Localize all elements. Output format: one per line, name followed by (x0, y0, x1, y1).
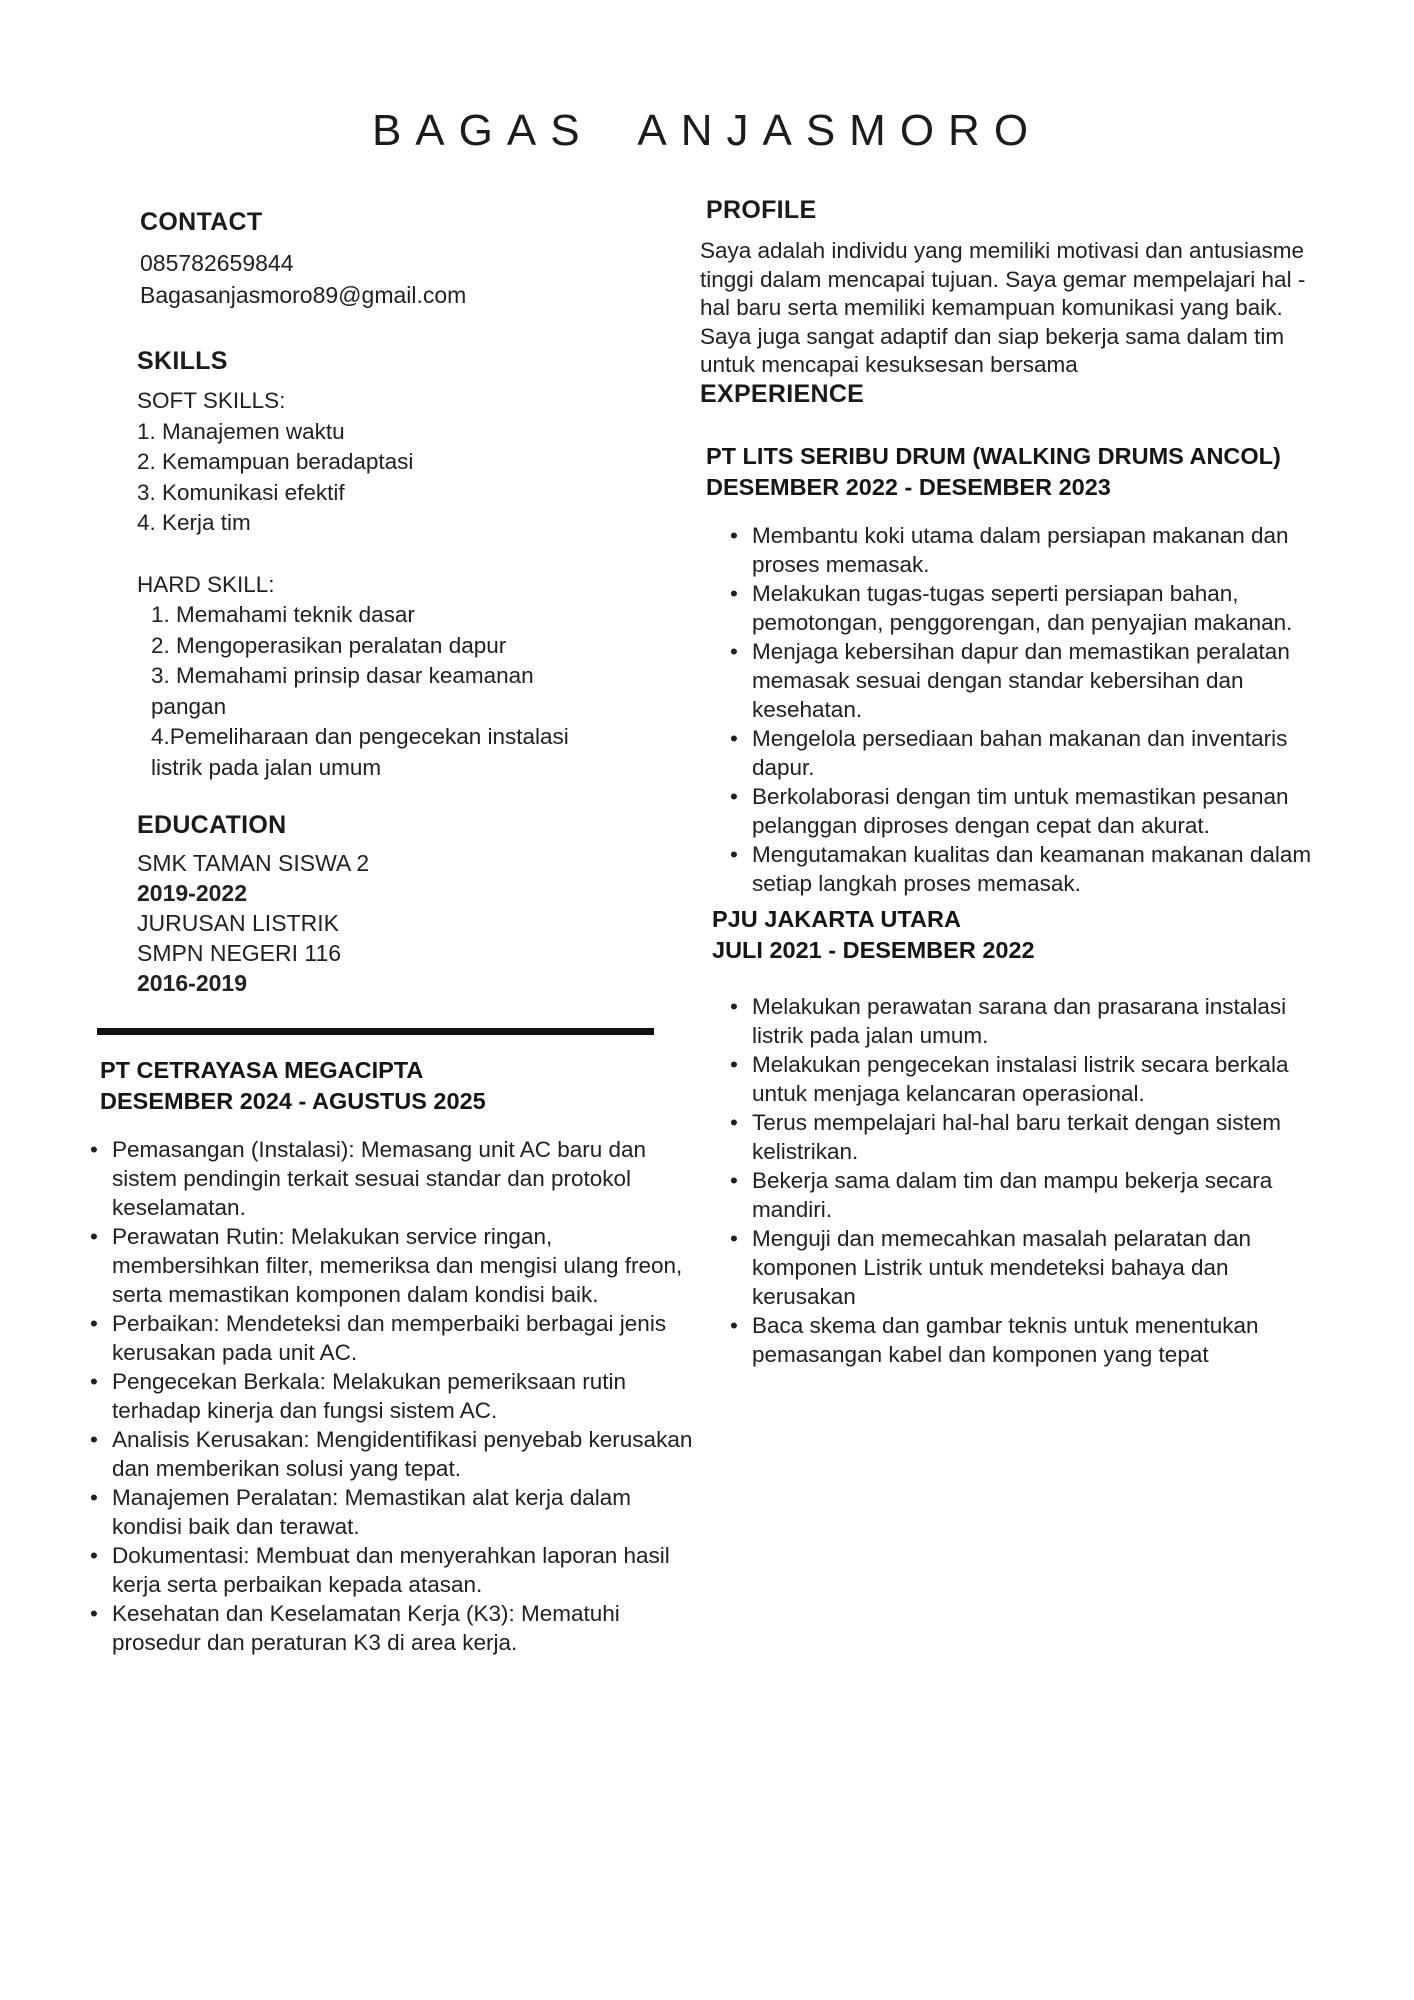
soft-skills-list (137, 417, 698, 539)
job-bullet-item (730, 579, 1356, 637)
page-title: BAGAS ANJASMORO (371, 106, 1043, 155)
profile-heading: PROFILE (706, 196, 817, 224)
soft-skills-group (137, 386, 698, 539)
job-bullet-item (730, 782, 1356, 840)
job-header-cetrayasa (100, 1055, 698, 1117)
job-bullet-item (90, 1483, 698, 1541)
soft-skill-item: 3. Komunikasi efektif (137, 479, 345, 505)
hard-skill-item: 1. Memahami teknik dasar (151, 602, 415, 627)
job-bullet-item (90, 1367, 698, 1425)
skills-heading: SKILLS (137, 347, 228, 375)
bullet-icon: • (730, 638, 738, 664)
bullet-icon: • (730, 993, 738, 1019)
job-period: JULI 2021 - DESEMBER 2022 (712, 936, 1035, 963)
job-bullet-text: Dokumentasi: Membuat dan menyerahkan laporan hasil kerja serta perbaikan kepada atasan. (112, 1543, 670, 1597)
job-bullet-text: Perawatan Rutin: Melakukan service ringan, membersihkan filter, memeriksa dan mengisi ulang freon, serta memastikan komponen dalam kondisi baik. (112, 1224, 683, 1307)
job-bullet-text: Analisis Kerusakan: Mengidentifikasi penyebab kerusakan dan memberikan solusi yang tepat. (112, 1427, 693, 1481)
job-bullet-item (730, 521, 1356, 579)
job-bullet-item (730, 1050, 1356, 1108)
section-divider-line (97, 1028, 654, 1035)
bullet-icon: • (730, 1312, 738, 1338)
bullet-icon: • (90, 1543, 98, 1568)
bullet-icon: • (730, 580, 738, 606)
education-years: 2016-2019 (137, 970, 247, 996)
job-bullet-item (730, 724, 1356, 782)
education-section (137, 811, 698, 998)
job-bullet-item (730, 1166, 1356, 1224)
education-years: 2019-2022 (137, 880, 247, 906)
education-school: SMPN NEGERI 116 (137, 940, 342, 966)
skills-section (137, 347, 698, 783)
job-bullet-text: Menjaga kebersihan dapur dan memastikan peralatan memasak sesuai dengan standar kebersihan dan kesehatan. (752, 638, 1290, 722)
education-heading: EDUCATION (137, 811, 287, 839)
bullet-icon: • (730, 522, 738, 548)
company-name: PT CETRAYASA MEGACIPTA (100, 1057, 424, 1083)
hard-skill-item: 2. Mengoperasikan peralatan dapur (151, 632, 507, 658)
job-bullet-text: Pemasangan (Instalasi): Memasang unit AC baru dan sistem pendingin terkait sesuai standar dan protokol keselamatan. (112, 1137, 647, 1220)
job-period: DESEMBER 2022 - DESEMBER 2023 (706, 473, 1111, 500)
soft-skills-label: SOFT SKILLS: (137, 388, 286, 413)
job-bullet-item (90, 1425, 698, 1483)
experience-heading: EXPERIENCE (700, 379, 865, 408)
profile-text: Saya adalah individu yang memiliki motivasi dan antusiasme tinggi dalam mencapai tujuan. Saya gemar mempelajari hal - hal baru serta memiliki kemampuan komunikasi yang baik. Saya juga sangat adaptif dan siap bekerja sama dalam tim untuk mencapai kesuksesan bersama (700, 238, 1306, 377)
job-bullet-text: Bekerja sama dalam tim dan mampu bekerja secara mandiri. (752, 1167, 1273, 1222)
job-bullet-text: Melakukan pengecekan instalasi listrik secara berkala untuk menjaga kelancaran operasional. (752, 1051, 1289, 1106)
job-bullet-text: Kesehatan dan Keselamatan Kerja (K3): Mematuhi prosedur dan peraturan K3 di area kerja. (112, 1601, 620, 1655)
job-bullet-text: Mengelola persediaan bahan makanan dan inventaris dapur. (752, 725, 1288, 780)
soft-skill-item: 4. Kerja tim (137, 510, 251, 535)
job-bullet-text: Berkolaborasi dengan tim untuk memastikan pesanan pelanggan diproses dengan cepat dan akurat. (752, 783, 1289, 838)
job-bullet-text: Pengecekan Berkala: Melakukan pemeriksaan rutin terhadap kinerja dan fungsi sistem AC. (112, 1369, 627, 1423)
education-lines (137, 848, 698, 998)
job-bullet-item (730, 1224, 1356, 1311)
contact-lines (140, 247, 698, 311)
job-bullet-item (730, 840, 1356, 898)
bullet-icon: • (90, 1137, 98, 1162)
bullet-icon: • (90, 1369, 98, 1394)
job-bullets-cetrayasa (82, 1135, 698, 1657)
education-school: SMK TAMAN SISWA 2 (137, 850, 370, 876)
job-bullet-text: Melakukan perawatan sarana dan prasarana instalasi listrik pada jalan umum. (752, 993, 1287, 1048)
bullet-icon: • (730, 1225, 738, 1251)
soft-skill-item: 1. Manajemen waktu (137, 418, 345, 444)
job-bullet-text: Mengutamakan kualitas dan keamanan makanan dalam setiap langkah proses memasak. (752, 841, 1312, 896)
job-bullet-item (90, 1541, 698, 1599)
bullet-icon: • (90, 1311, 98, 1336)
job-bullet-item (730, 1108, 1356, 1166)
job-bullet-item (730, 992, 1356, 1050)
education-major: JURUSAN LISTRIK (137, 910, 339, 936)
job-bullet-text: Perbaikan: Mendeteksi dan memperbaiki berbagai jenis kerusakan pada unit AC. (112, 1311, 667, 1365)
contact-section (140, 208, 698, 311)
hard-skills-group (137, 570, 698, 784)
bullet-icon: • (730, 783, 738, 809)
job-bullet-item (730, 637, 1356, 724)
hard-skill-item: 3. Memahami prinsip dasar keamanan pangan (151, 663, 534, 719)
contact-heading: CONTACT (140, 208, 263, 236)
job-bullet-text: Manajemen Peralatan: Memastikan alat kerja dalam kondisi baik dan terawat. (112, 1485, 632, 1539)
hard-skill-item: 4.Pemeliharaan dan pengecekan instalasi listrik pada jalan umum (151, 724, 569, 780)
job-bullet-item (90, 1222, 698, 1309)
profile-section (700, 196, 1356, 380)
bullet-icon: • (730, 1167, 738, 1193)
job-bullet-text: Melakukan tugas-tugas seperti persiapan bahan, pemotongan, penggorengan, dan penyajian makanan. (752, 580, 1293, 635)
job-header-pju (712, 904, 1356, 966)
bullet-icon: • (90, 1601, 98, 1626)
email-address: Bagasanjasmoro89@gmail.com (140, 282, 467, 308)
job-bullet-item (90, 1135, 698, 1222)
right-column (700, 196, 1356, 1369)
hard-skills-list (137, 600, 611, 783)
bullet-icon: • (90, 1224, 98, 1249)
job-bullets-pju (700, 992, 1356, 1369)
job-period: DESEMBER 2024 - AGUSTUS 2025 (100, 1088, 486, 1114)
company-name: PJU JAKARTA UTARA (712, 905, 961, 932)
bullet-icon: • (730, 1109, 738, 1135)
bullet-icon: • (730, 725, 738, 751)
soft-skill-item: 2. Kemampuan beradaptasi (137, 449, 414, 474)
job-bullet-text: Menguji dan memecahkan masalah pelaratan dan komponen Listrik untuk mendeteksi bahaya dan kerusakan (752, 1225, 1252, 1309)
job-header-lits (706, 441, 1356, 503)
bullet-icon: • (90, 1427, 98, 1452)
bullet-icon: • (730, 841, 738, 867)
job-bullets-lits (700, 521, 1356, 898)
job-bullet-item (90, 1309, 698, 1367)
bullet-icon: • (90, 1485, 98, 1510)
job-bullet-item (730, 1311, 1356, 1369)
bullet-icon: • (730, 1051, 738, 1077)
phone-number: 085782659844 (140, 250, 294, 276)
left-column (82, 208, 698, 1657)
job-bullet-text: Membantu koki utama dalam persiapan makanan dan proses memasak. (752, 522, 1289, 577)
job-bullet-text: Terus mempelajari hal-hal baru terkait dengan sistem kelistrikan. (752, 1109, 1282, 1164)
job-bullet-item (90, 1599, 698, 1657)
job-bullet-text: Baca skema dan gambar teknis untuk menentukan pemasangan kabel dan komponen yang tepat (752, 1312, 1259, 1367)
hard-skills-label: HARD SKILL: (137, 571, 275, 597)
company-name: PT LITS SERIBU DRUM (WALKING DRUMS ANCOL) (706, 442, 1281, 469)
